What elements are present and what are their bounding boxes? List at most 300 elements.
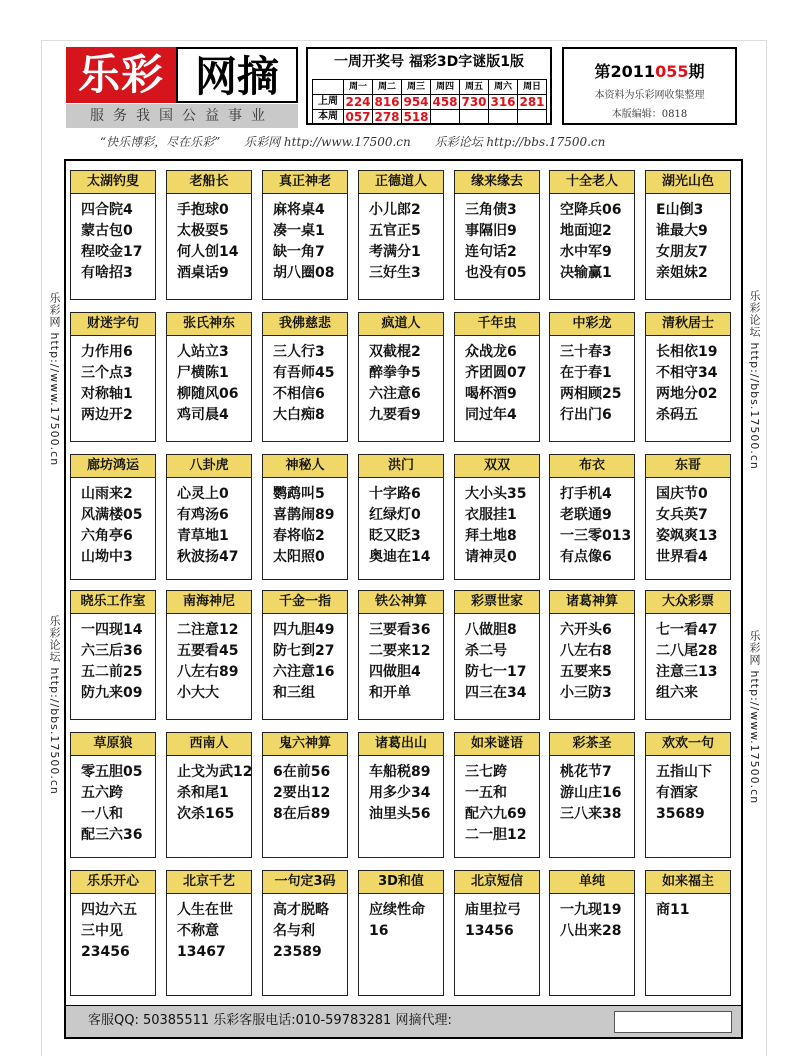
card-line: 不称意 bbox=[177, 923, 219, 939]
puzzle-card bbox=[262, 590, 348, 720]
card-line: 应续性命 bbox=[369, 902, 425, 918]
card-title: 单纯 bbox=[550, 871, 634, 894]
puzzle-card bbox=[645, 870, 731, 996]
card-body bbox=[550, 614, 634, 704]
card-line: 凑一桌1 bbox=[273, 223, 325, 239]
card-body bbox=[167, 336, 251, 426]
card-title: 彩茶圣 bbox=[550, 733, 634, 756]
card-line: 五官正5 bbox=[369, 223, 421, 239]
card-line: 三要看36 bbox=[369, 622, 431, 638]
puzzle-card bbox=[358, 732, 444, 858]
card-line: 五要看45 bbox=[177, 643, 239, 659]
card-line: 零五胆05 bbox=[81, 764, 143, 780]
card-line: 一五和 bbox=[465, 785, 507, 801]
card-line: 众战龙6 bbox=[465, 344, 517, 360]
row-label: 本周 bbox=[313, 110, 344, 125]
side-text-left-bottom: 乐彩论坛 http://bbs.17500.cn bbox=[48, 615, 61, 795]
puzzle-card bbox=[262, 170, 348, 300]
puzzle-card bbox=[549, 590, 635, 720]
card-line: 人站立3 bbox=[177, 344, 229, 360]
card-line: 事隔旧9 bbox=[465, 223, 517, 239]
card-title: 彩票世家 bbox=[455, 591, 539, 614]
card-title: 一句定3码 bbox=[263, 871, 347, 894]
puzzle-card bbox=[70, 732, 156, 858]
puzzle-card bbox=[166, 454, 252, 580]
card-title: 鬼六神算 bbox=[263, 733, 347, 756]
card-body bbox=[646, 756, 730, 825]
card-line: 风满楼05 bbox=[81, 507, 143, 523]
card-line: 有啥招3 bbox=[81, 265, 133, 281]
tagline bbox=[100, 133, 740, 151]
card-line: 三人行3 bbox=[273, 344, 325, 360]
card-line: 连句话2 bbox=[465, 244, 517, 260]
card-line: 酒桌话9 bbox=[177, 265, 229, 281]
card-line: 车船税89 bbox=[369, 764, 431, 780]
draw-number bbox=[460, 110, 489, 125]
draw-number: 518 bbox=[403, 110, 429, 124]
puzzle-card bbox=[166, 590, 252, 720]
draw-number: 316 bbox=[490, 95, 516, 109]
card-line: 三角债3 bbox=[465, 202, 517, 218]
card-body bbox=[455, 756, 539, 846]
card-line: 红绿灯0 bbox=[369, 507, 421, 523]
card-title: 3D和值 bbox=[359, 871, 443, 894]
card-body bbox=[550, 756, 634, 825]
card-body bbox=[263, 478, 347, 568]
card-line: 三七跨 bbox=[465, 764, 507, 780]
card-line: 八做胆8 bbox=[465, 622, 517, 638]
card-line: 手抱球0 bbox=[177, 202, 229, 218]
card-line: 秋波扬47 bbox=[177, 549, 239, 565]
card-title: 诸葛出山 bbox=[359, 733, 443, 756]
issue-number bbox=[564, 59, 735, 82]
side-text-right-bottom: 乐彩网 http://www.17500.cn bbox=[748, 630, 761, 805]
card-title: 西南人 bbox=[167, 733, 251, 756]
card-line: 太阳照0 bbox=[273, 549, 325, 565]
agent-box bbox=[614, 1011, 732, 1033]
issue-highlight: 055 bbox=[655, 62, 689, 81]
day-header: 周二 bbox=[373, 80, 402, 95]
issue-suffix: 期 bbox=[688, 62, 705, 81]
draw-number: 954 bbox=[403, 95, 429, 109]
puzzle-card bbox=[454, 454, 540, 580]
card-line: 8在后89 bbox=[273, 806, 331, 822]
puzzle-card bbox=[358, 870, 444, 996]
card-title: 正德道人 bbox=[359, 171, 443, 194]
card-line: 太极耍5 bbox=[177, 223, 229, 239]
card-body bbox=[263, 894, 347, 963]
card-line: 在于春1 bbox=[560, 365, 612, 381]
card-line: 一九现19 bbox=[560, 902, 622, 918]
puzzle-card bbox=[166, 870, 252, 996]
draw-number bbox=[518, 110, 547, 125]
card-body bbox=[359, 478, 443, 568]
card-line: 组六来 bbox=[656, 685, 698, 701]
day-header: 周六 bbox=[489, 80, 518, 95]
card-title: 北京短信 bbox=[455, 871, 539, 894]
footer bbox=[64, 1005, 743, 1039]
card-line: 七一看47 bbox=[656, 622, 718, 638]
card-line: 八左右89 bbox=[177, 664, 239, 680]
card-line: 对称轴1 bbox=[81, 386, 133, 402]
card-body bbox=[359, 756, 443, 825]
card-line: 麻将桌4 bbox=[273, 202, 325, 218]
card-line: 眨又眨3 bbox=[369, 528, 421, 544]
issue-note: 本资料为乐彩网收集整理 bbox=[594, 90, 705, 101]
card-title: 北京千艺 bbox=[167, 871, 251, 894]
card-line: 一四现14 bbox=[81, 622, 143, 638]
card-line: 35689 bbox=[656, 806, 705, 822]
card-line: 八左右8 bbox=[560, 643, 612, 659]
card-body bbox=[455, 614, 539, 704]
card-line: 谁最大9 bbox=[656, 223, 708, 239]
day-header: 周一 bbox=[344, 80, 373, 95]
card-line: 23456 bbox=[81, 944, 130, 960]
puzzle-card bbox=[358, 590, 444, 720]
card-body bbox=[550, 478, 634, 568]
puzzle-card bbox=[549, 170, 635, 300]
puzzle-card bbox=[645, 454, 731, 580]
card-line: 庙里拉弓 bbox=[465, 902, 521, 918]
card-line: 女兵英7 bbox=[656, 507, 708, 523]
card-line: 和三组 bbox=[273, 685, 315, 701]
puzzle-card bbox=[454, 732, 540, 858]
tagline-site-link[interactable]: 乐彩网 http://www.17500.cn bbox=[244, 135, 411, 149]
card-body bbox=[550, 336, 634, 426]
card-line: 四九胆49 bbox=[273, 622, 335, 638]
card-line: 空降兵06 bbox=[560, 202, 622, 218]
card-line: 有鸡汤6 bbox=[177, 507, 229, 523]
card-line: 二一胆12 bbox=[465, 827, 527, 843]
puzzle-card bbox=[454, 590, 540, 720]
card-line: 三十春3 bbox=[560, 344, 612, 360]
puzzle-card bbox=[645, 170, 731, 300]
card-body bbox=[71, 194, 155, 284]
card-title: 乐乐开心 bbox=[71, 871, 155, 894]
card-line: 防九来09 bbox=[81, 685, 143, 701]
tagline-slogan: “快乐博彩，尽在乐彩” bbox=[100, 135, 221, 149]
puzzle-card bbox=[262, 870, 348, 996]
card-body bbox=[263, 614, 347, 704]
card-line: 小三防3 bbox=[560, 685, 612, 701]
puzzle-card bbox=[166, 312, 252, 442]
card-line: 也没有05 bbox=[465, 265, 527, 281]
footer-contact: 客服QQ: 50385511 乐彩客服电话:010-59783281 网摘代理: bbox=[88, 1013, 452, 1028]
puzzle-card bbox=[645, 732, 731, 858]
puzzle-card bbox=[645, 590, 731, 720]
card-title: 张氏神东 bbox=[167, 313, 251, 336]
card-title: 如来谜语 bbox=[455, 733, 539, 756]
card-line: 五指山下 bbox=[656, 764, 712, 780]
draw-number: 730 bbox=[461, 95, 487, 109]
card-body bbox=[646, 614, 730, 704]
card-body bbox=[455, 194, 539, 284]
card-line: 杀码五 bbox=[656, 407, 698, 423]
card-body bbox=[263, 336, 347, 426]
card-line: 女朋友7 bbox=[656, 244, 708, 260]
card-line: 山坳中3 bbox=[81, 549, 133, 565]
side-text-right-top: 乐彩论坛 http://bbs.17500.cn bbox=[748, 290, 761, 470]
day-header: 周日 bbox=[518, 80, 547, 95]
card-line: 四三在34 bbox=[465, 685, 527, 701]
card-title: 十全老人 bbox=[550, 171, 634, 194]
card-line: 三中见 bbox=[81, 923, 123, 939]
editor-note: 本版编辑：0818 bbox=[611, 109, 688, 120]
card-line: 六注意6 bbox=[369, 386, 421, 402]
card-line: 五要来5 bbox=[560, 664, 612, 680]
card-body bbox=[71, 478, 155, 568]
draw-number: 224 bbox=[345, 95, 371, 109]
card-line: 鹦鹉叫5 bbox=[273, 486, 325, 502]
card-body bbox=[167, 478, 251, 568]
card-line: 程咬金17 bbox=[81, 244, 143, 260]
row-label: 上周 bbox=[313, 95, 344, 110]
card-line: 青草地1 bbox=[177, 528, 229, 544]
draw-results-title: 一周开奖号 福彩3D字谜版1版 bbox=[334, 54, 524, 70]
card-title: 缘来缘去 bbox=[455, 171, 539, 194]
card-line: 请神灵0 bbox=[465, 549, 517, 565]
card-line: 16 bbox=[369, 923, 389, 939]
card-line: 止戈为武12 bbox=[177, 764, 253, 780]
card-title: 草原狼 bbox=[71, 733, 155, 756]
logo-left-text: 乐彩 bbox=[66, 47, 176, 103]
card-line: 桃花节7 bbox=[560, 764, 612, 780]
card-line: 十字路6 bbox=[369, 486, 421, 502]
card-line: 六开头6 bbox=[560, 622, 612, 638]
card-title: 财迷字句 bbox=[71, 313, 155, 336]
card-line: 杀二号 bbox=[465, 643, 507, 659]
card-line: 配六九69 bbox=[465, 806, 527, 822]
card-line: 何人创14 bbox=[177, 244, 239, 260]
card-line: 游山庄16 bbox=[560, 785, 622, 801]
card-line: 用多少34 bbox=[369, 785, 431, 801]
card-line: 次杀165 bbox=[177, 806, 235, 822]
card-body bbox=[550, 194, 634, 284]
card-line: 小儿郎2 bbox=[369, 202, 421, 218]
card-line: 山雨来2 bbox=[81, 486, 133, 502]
card-title: 老船长 bbox=[167, 171, 251, 194]
card-line: 醉拳争5 bbox=[369, 365, 421, 381]
card-line: 一八和 bbox=[81, 806, 123, 822]
card-line: 尸横陈1 bbox=[177, 365, 229, 381]
card-body bbox=[646, 894, 730, 921]
card-body bbox=[455, 336, 539, 426]
puzzle-card bbox=[262, 732, 348, 858]
card-title: 南海神尼 bbox=[167, 591, 251, 614]
draw-number: 458 bbox=[432, 95, 458, 109]
card-line: 人生在世 bbox=[177, 902, 233, 918]
card-line: 春将临2 bbox=[273, 528, 325, 544]
puzzle-card bbox=[454, 170, 540, 300]
card-line: 二注意12 bbox=[177, 622, 239, 638]
card-line: 六注意16 bbox=[273, 664, 335, 680]
card-line: 2要出12 bbox=[273, 785, 331, 801]
card-line: 奥迪在14 bbox=[369, 549, 431, 565]
puzzle-card bbox=[549, 732, 635, 858]
card-line: 两相顾25 bbox=[560, 386, 622, 402]
card-line: 国庆节0 bbox=[656, 486, 708, 502]
card-line: 决输赢1 bbox=[560, 265, 612, 281]
corner-cell bbox=[313, 80, 344, 95]
card-body bbox=[359, 894, 443, 942]
card-line: 齐团圆07 bbox=[465, 365, 527, 381]
card-line: 二八尾28 bbox=[656, 643, 718, 659]
card-line: 四做胆4 bbox=[369, 664, 421, 680]
puzzle-card bbox=[70, 312, 156, 442]
card-line: 五六跨 bbox=[81, 785, 123, 801]
card-line: 老联通9 bbox=[560, 507, 612, 523]
puzzle-card bbox=[70, 870, 156, 996]
card-line: 大白痴8 bbox=[273, 407, 325, 423]
card-line: 不相守34 bbox=[656, 365, 718, 381]
tagline-forum-link[interactable]: 乐彩论坛 http://bbs.17500.cn bbox=[434, 135, 606, 149]
card-line: 三好生3 bbox=[369, 265, 421, 281]
card-line: 13456 bbox=[465, 923, 514, 939]
card-line: 姿飒爽13 bbox=[656, 528, 718, 544]
card-line: 高才脱略 bbox=[273, 902, 329, 918]
card-line: 四边六五 bbox=[81, 902, 137, 918]
card-line: 柳随风06 bbox=[177, 386, 239, 402]
card-line: 有酒家 bbox=[656, 785, 698, 801]
card-body bbox=[359, 614, 443, 704]
draw-results-panel bbox=[306, 47, 552, 125]
puzzle-card bbox=[454, 870, 540, 996]
card-title: 神秘人 bbox=[263, 455, 347, 478]
puzzle-card bbox=[70, 590, 156, 720]
draw-number: 816 bbox=[374, 95, 400, 109]
card-body bbox=[455, 894, 539, 942]
card-title: 东哥 bbox=[646, 455, 730, 478]
card-line: 水中军9 bbox=[560, 244, 612, 260]
card-line: 杀和尾1 bbox=[177, 785, 229, 801]
puzzle-card bbox=[549, 454, 635, 580]
card-body bbox=[71, 614, 155, 704]
card-line: 亲姐妹2 bbox=[656, 265, 708, 281]
card-line: 力作用6 bbox=[81, 344, 133, 360]
card-line: 胡八圈08 bbox=[273, 265, 335, 281]
card-title: 欢欢一句 bbox=[646, 733, 730, 756]
card-line: 两地分02 bbox=[656, 386, 718, 402]
card-line: 13467 bbox=[177, 944, 226, 960]
draw-number bbox=[489, 110, 518, 125]
card-body bbox=[263, 194, 347, 284]
card-title: 晓乐工作室 bbox=[71, 591, 155, 614]
card-body bbox=[646, 336, 730, 426]
card-line: 防七到27 bbox=[273, 643, 335, 659]
puzzle-card bbox=[454, 312, 540, 442]
puzzle-card bbox=[70, 170, 156, 300]
card-line: 三八来38 bbox=[560, 806, 622, 822]
card-title: 洪门 bbox=[359, 455, 443, 478]
card-body bbox=[71, 894, 155, 963]
draw-results-table bbox=[312, 79, 547, 125]
card-line: 商11 bbox=[656, 902, 690, 918]
card-line: 6在前56 bbox=[273, 764, 331, 780]
puzzle-card bbox=[358, 170, 444, 300]
card-line: 不相信6 bbox=[273, 386, 325, 402]
card-title: 如来福主 bbox=[646, 871, 730, 894]
card-line: 拜土地8 bbox=[465, 528, 517, 544]
card-title: 铁公神算 bbox=[359, 591, 443, 614]
card-line: 有点像6 bbox=[560, 549, 612, 565]
card-line: 四合院4 bbox=[81, 202, 133, 218]
card-line: 长相依19 bbox=[656, 344, 718, 360]
issue-panel bbox=[562, 47, 737, 125]
puzzle-card bbox=[262, 312, 348, 442]
card-line: 九要看9 bbox=[369, 407, 421, 423]
card-line: 喝杯酒9 bbox=[465, 386, 517, 402]
card-title: 八卦虎 bbox=[167, 455, 251, 478]
puzzle-card bbox=[358, 454, 444, 580]
puzzle-card bbox=[549, 312, 635, 442]
card-line: 两边开2 bbox=[81, 407, 133, 423]
day-header: 周四 bbox=[431, 80, 460, 95]
card-line: 油里头56 bbox=[369, 806, 431, 822]
card-line: 衣服挂1 bbox=[465, 507, 517, 523]
card-title: 大众彩票 bbox=[646, 591, 730, 614]
logo-slogan: 服务我国公益事业 bbox=[66, 104, 298, 128]
puzzle-card bbox=[70, 454, 156, 580]
puzzle-card bbox=[645, 312, 731, 442]
draw-number bbox=[431, 110, 460, 125]
card-title: 疯道人 bbox=[359, 313, 443, 336]
puzzle-card bbox=[358, 312, 444, 442]
side-text-left-top: 乐彩网 http://www.17500.cn bbox=[48, 292, 61, 467]
card-title: 太湖钓叟 bbox=[71, 171, 155, 194]
card-body bbox=[71, 756, 155, 846]
card-line: 喜鹊闹89 bbox=[273, 507, 335, 523]
card-line: 地面迎2 bbox=[560, 223, 612, 239]
card-line: 心灵上0 bbox=[177, 486, 229, 502]
draw-number: 281 bbox=[519, 95, 545, 109]
card-line: 缺一角7 bbox=[273, 244, 325, 260]
puzzle-card bbox=[166, 732, 252, 858]
day-header: 周三 bbox=[402, 80, 431, 95]
card-line: 蒙古包0 bbox=[81, 223, 133, 239]
card-title: 双双 bbox=[455, 455, 539, 478]
card-body bbox=[167, 756, 251, 825]
card-body bbox=[167, 194, 251, 284]
card-line: 行出门6 bbox=[560, 407, 612, 423]
logo-right-text: 网摘 bbox=[176, 47, 298, 103]
card-title: 布衣 bbox=[550, 455, 634, 478]
card-title: 诸葛神算 bbox=[550, 591, 634, 614]
card-line: 双截棍2 bbox=[369, 344, 421, 360]
card-body bbox=[71, 336, 155, 426]
card-title: 真正神老 bbox=[263, 171, 347, 194]
card-line: 一三零013 bbox=[560, 528, 632, 544]
card-line: 二要来12 bbox=[369, 643, 431, 659]
issue-prefix: 第2011 bbox=[594, 62, 656, 81]
card-line: 八出来28 bbox=[560, 923, 622, 939]
card-line: E山倒3 bbox=[656, 202, 704, 218]
card-title: 中彩龙 bbox=[550, 313, 634, 336]
logo bbox=[66, 47, 298, 103]
card-line: 23589 bbox=[273, 944, 322, 960]
card-body bbox=[263, 756, 347, 825]
card-title: 千金一指 bbox=[263, 591, 347, 614]
card-line: 防七一17 bbox=[465, 664, 527, 680]
card-line: 打手机4 bbox=[560, 486, 612, 502]
card-line: 注意三13 bbox=[656, 664, 718, 680]
card-title: 湖光山色 bbox=[646, 171, 730, 194]
card-body bbox=[550, 894, 634, 942]
card-body bbox=[646, 194, 730, 284]
card-line: 五二前25 bbox=[81, 664, 143, 680]
card-line: 配三六36 bbox=[81, 827, 143, 843]
card-title: 我佛慈悲 bbox=[263, 313, 347, 336]
card-line: 鸡司晨4 bbox=[177, 407, 229, 423]
